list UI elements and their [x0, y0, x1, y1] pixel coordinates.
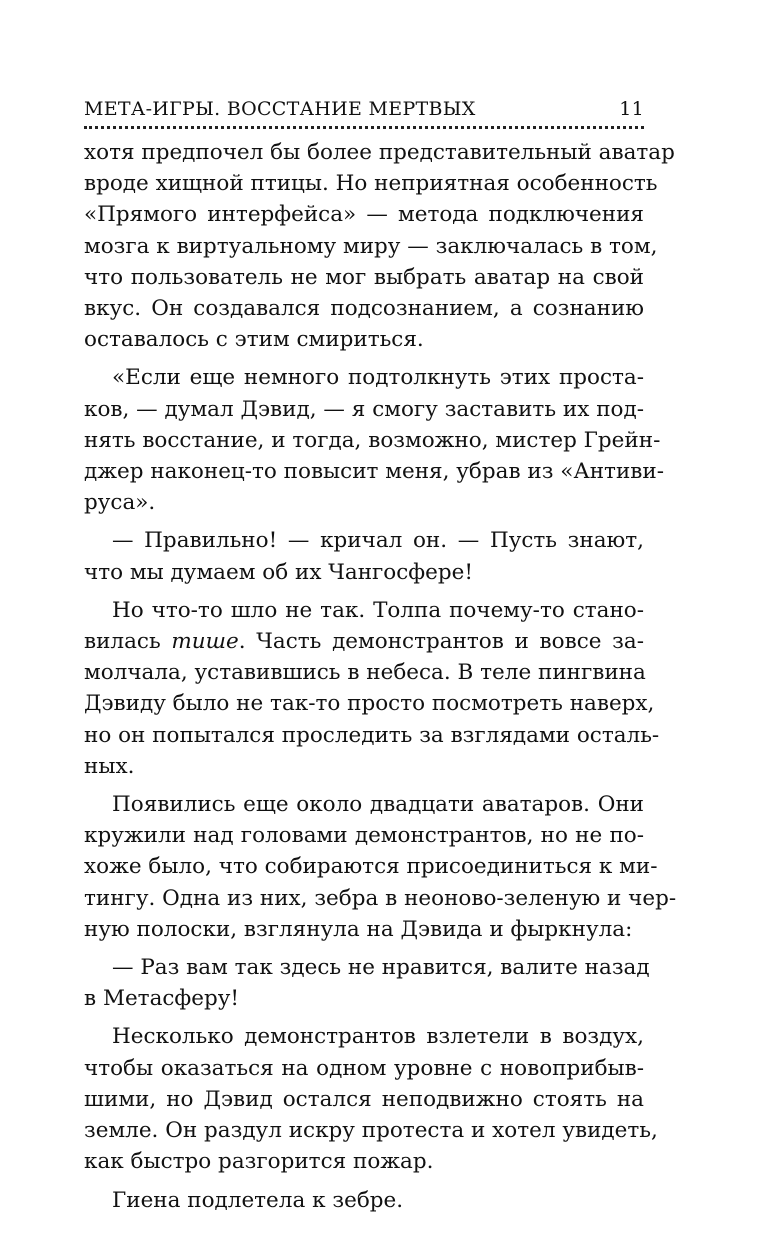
text-fragment: демонстрантов и вовсе за- [332, 629, 644, 655]
paragraph [84, 1185, 644, 1216]
text-line: хотя предпочел бы более представительный аватар [84, 140, 675, 165]
text-line: — Раз вам так здесь не нравится, валите назад [112, 955, 650, 981]
text-line: джер наконец-то повысит меня, убрав из «Антиви- [84, 459, 664, 485]
text-line: кружили над головами демонстрантов, но не по- [84, 823, 644, 849]
text-line: Появились еще около двадцати аватаров. Они [112, 792, 644, 818]
text-line: вроде хищной птицы. Но неприятная особенность [84, 171, 658, 197]
text-line: хоже было, что собираются присоединиться к ми- [84, 854, 658, 880]
text-line: мозга к виртуальному миру — заключалась в том, [84, 233, 658, 259]
text-line: молчала, уставившись в небеса. В теле пингвина [84, 660, 646, 686]
running-header [84, 98, 644, 129]
running-title: МЕТА-ИГРЫ. ВОССТАНИЕ МЕРТВЫХ [84, 98, 476, 120]
paragraph [84, 595, 660, 782]
text-line: вкус. Он создавался подсознанием, а сознанию [84, 296, 644, 322]
text-line: чтобы оказаться на одном уровне с новоприбыв- [84, 1055, 644, 1081]
text-line: Дэвиду было не так-то просто посмотреть наверх, [84, 691, 655, 717]
text-line: Но что-то шло не так. Толпа почему-то стано- [112, 597, 644, 623]
page-number: 11 [619, 98, 644, 120]
text-line: как быстро разгорится пожар. [84, 1149, 434, 1175]
text-line-with-italic [84, 626, 644, 657]
text-line: ков, — думал Дэвид, — я смогу заставить их под- [84, 396, 644, 422]
paragraph [84, 1021, 658, 1177]
paragraph [84, 952, 650, 1014]
text-line: руса». [84, 490, 156, 516]
text-line: тингу. Одна из них, зебра в неоново-зеленую и чер- [84, 885, 677, 911]
text-line: в Метасферу! [84, 986, 240, 1012]
text-line: оставалось с этим смириться. [84, 327, 424, 353]
book-page [84, 98, 677, 1223]
paragraph [84, 362, 664, 518]
text-line: что пользователь не мог выбрать аватар на свой [84, 264, 644, 290]
text-line: земле. Он раздул искру протеста и хотел увидеть, [84, 1118, 658, 1144]
italic-word: тише [171, 629, 239, 655]
text-line: Гиена подлетела к зебре. [112, 1187, 404, 1213]
text-fragment: . Часть [238, 629, 322, 655]
text-line: что мы думаем об их Чангосфере! [84, 559, 473, 585]
text-fragment: вилась [84, 629, 161, 655]
body-text [84, 137, 677, 1216]
text-line: шими, но Дэвид остался неподвижно стоять на [84, 1086, 644, 1112]
text-line: «Прямого интерфейса» — метода подключения [84, 202, 644, 228]
text-line: — Правильно! — кричал он. — Пусть знают, [112, 528, 644, 554]
text-line: «Если еще немного подтолкнуть этих проста- [112, 365, 644, 391]
paragraph [84, 789, 677, 945]
paragraph [84, 137, 675, 355]
text-line: Несколько демонстрантов взлетели в воздух, [112, 1024, 644, 1050]
text-line: ную полоски, взглянула на Дэвида и фыркнула: [84, 916, 633, 942]
paragraph [84, 525, 644, 587]
text-line: нять восстание, и тогда, возможно, мистер Грейн- [84, 427, 661, 453]
text-line: ных. [84, 753, 135, 779]
text-line: но он попытался проследить за взглядами осталь- [84, 722, 660, 748]
